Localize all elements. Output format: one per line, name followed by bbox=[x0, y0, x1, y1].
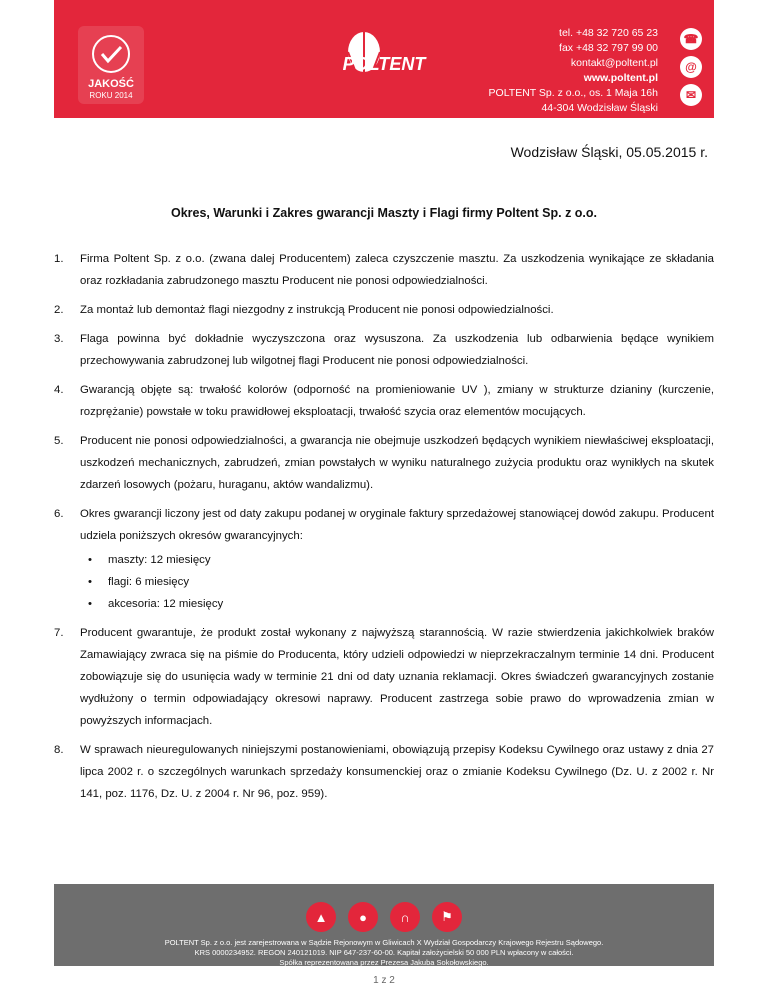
footer-line-2: KRS 0000234952. REGON 240121019. NIP 647-237-60-00. Kapitał założycielski 50 000 PLN wpłacony w całości. bbox=[194, 948, 574, 957]
item-text: Okres gwarancji liczony jest od daty zakupu podanej w oryginale faktury sprzedażowej stanowiącej dowód zakupu. Producent udziela poniższych okresów gwarancyjnych: bbox=[80, 508, 714, 542]
contact-block bbox=[489, 26, 658, 116]
item-text: Gwarancją objęte są: trwałość kolorów (odporność na promieniowanie UV ), zmiany w strukturze dzianiny (kurczenie, rozprężanie) powstałe w toku prawidłowej eksploatacji, trwałość szycia oraz elementów mocujących. bbox=[80, 384, 714, 418]
phone-icon: ☎ bbox=[680, 28, 702, 50]
svg-text:POLTENT: POLTENT bbox=[342, 54, 426, 74]
item-number: 6. bbox=[54, 508, 64, 520]
list-item bbox=[54, 328, 714, 372]
item-number: 1. bbox=[54, 253, 64, 265]
warranty-terms bbox=[54, 248, 714, 812]
list-item bbox=[54, 503, 714, 615]
item-text: Flaga powinna być dokładnie wyczyszczona oraz wysuszona. Za uszkodzenia lub odbarwienia będące wynikiem przechowywania zabrudzonej lub wilgotnej flagi Producent nie ponosi odpowiedzialności. bbox=[80, 333, 714, 367]
svg-text:ROKU 2014: ROKU 2014 bbox=[89, 91, 133, 100]
document-date: Wodzisław Śląski, 05.05.2015 r. bbox=[510, 144, 708, 160]
item-text: Za montaż lub demontaż flagi niezgodny z instrukcją Producent nie ponosi odpowiedzialności. bbox=[80, 304, 554, 316]
company-footer bbox=[54, 884, 714, 966]
item-number: 4. bbox=[54, 384, 64, 396]
item-number: 8. bbox=[54, 744, 64, 756]
item-number: 3. bbox=[54, 333, 64, 345]
footer-line-3: Spółka reprezentowana przez Prezesa Jakuba Sokołowskiego. bbox=[279, 958, 489, 967]
item-text: Producent gwarantuje, że produkt został wykonany z najwyższą starannością. W razie stwierdzenia jakichkolwiek braków Zamawiający zwraca się na piśmie do Producenta, który udzieli odpowiedzi w nieprzekraczalnym terminie 14 dni. Producent zobowiązuje się do usunięcia wady w terminie 21 dni od daty uznania reklamacji. Okres świadczeń gwarancyjnych zostanie wydłużony o termin odpowiadający okresowi naprawy. Producent zastrzega sobie prawo do wprowadzenia zmian w powyższych informacjach. bbox=[80, 627, 714, 727]
tent-icon: ▲ bbox=[306, 902, 336, 932]
list-item bbox=[54, 248, 714, 292]
item-text: Producent nie ponosi odpowiedzialności, a gwarancja nie obejmuje uszkodzeń będących wynikiem niewłaściwej eksploatacji, uszkodzeń mechanicznych, zabrudzeń, zmian powstałych w wyniku naturalnego zużycia produktu oraz wynikłych na skutek zdarzeń losowych (pożaru, huraganu, aktów wandalizmu). bbox=[80, 435, 714, 491]
balloon-icon: ● bbox=[348, 902, 378, 932]
email-link[interactable]: kontakt@poltent.pl bbox=[570, 57, 658, 69]
at-icon: @ bbox=[680, 56, 702, 78]
list-item bbox=[54, 430, 714, 496]
mail-icon: ✉ bbox=[680, 84, 702, 106]
website-link[interactable]: www.poltent.pl bbox=[583, 72, 658, 84]
arch-icon: ∩ bbox=[390, 902, 420, 932]
phone-text: tel. +48 32 720 65 23 bbox=[559, 27, 658, 39]
item-number: 2. bbox=[54, 304, 64, 316]
bullet-item: • maszty: 12 miesięcy bbox=[88, 554, 211, 566]
item-text: Firma Poltent Sp. z o.o. (zwana dalej Producentem) zaleca czyszczenie masztu. Za uszkodzenia wynikające ze składania oraz rozkładania zabrudzonego masztu Producent nie ponosi odpowiedzialności. bbox=[80, 253, 714, 287]
document-title: Okres, Warunki i Zakres gwarancji Maszty i Flagi firmy Poltent Sp. z o.o. bbox=[170, 206, 598, 220]
letterhead bbox=[54, 0, 714, 118]
item-number: 5. bbox=[54, 435, 64, 447]
list-item bbox=[54, 739, 714, 805]
list-item bbox=[54, 622, 714, 732]
poltent-logo bbox=[324, 30, 444, 94]
bullet-item: • flagi: 6 miesięcy bbox=[88, 576, 190, 588]
item-number: 7. bbox=[54, 627, 64, 639]
warranty-periods bbox=[80, 549, 714, 615]
item-text: W sprawach nieuregulowanych niniejszymi postanowieniami, obowiązują przepisy Kodeksu Cywilnego oraz ustawy z dnia 27 lipca 2002 r. o szczególnych warunkach sprzedaży konsumenckiej oraz o zmianie Kodeksu Cywilnego (Dz. U. z 2002 r. Nr 141, poz. 1176, Dz. U. z 2004 r. Nr 96, poz. 959). bbox=[80, 744, 714, 800]
flags-icon: ⚑ bbox=[432, 902, 462, 932]
svg-text:JAKOŚĆ: JAKOŚĆ bbox=[88, 78, 134, 90]
address-line-1: POLTENT Sp. z o.o., os. 1 Maja 16h bbox=[488, 87, 658, 99]
footer-line-1: POLTENT Sp. z o.o. jest zarejestrowana w Sądzie Rejonowym w Gliwicach X Wydział Gospodarczy Krajowego Rejestru Sądowego. bbox=[164, 938, 604, 947]
list-item bbox=[54, 299, 714, 321]
address-line-2: 44-304 Wodzisław Śląski bbox=[541, 102, 658, 114]
list-item bbox=[54, 379, 714, 423]
page-number: 1 z 2 bbox=[373, 975, 395, 986]
quality-badge-icon bbox=[76, 24, 146, 106]
fax-text: fax +48 32 797 99 00 bbox=[559, 42, 658, 54]
bullet-item: • akcesoria: 12 miesięcy bbox=[88, 598, 224, 610]
